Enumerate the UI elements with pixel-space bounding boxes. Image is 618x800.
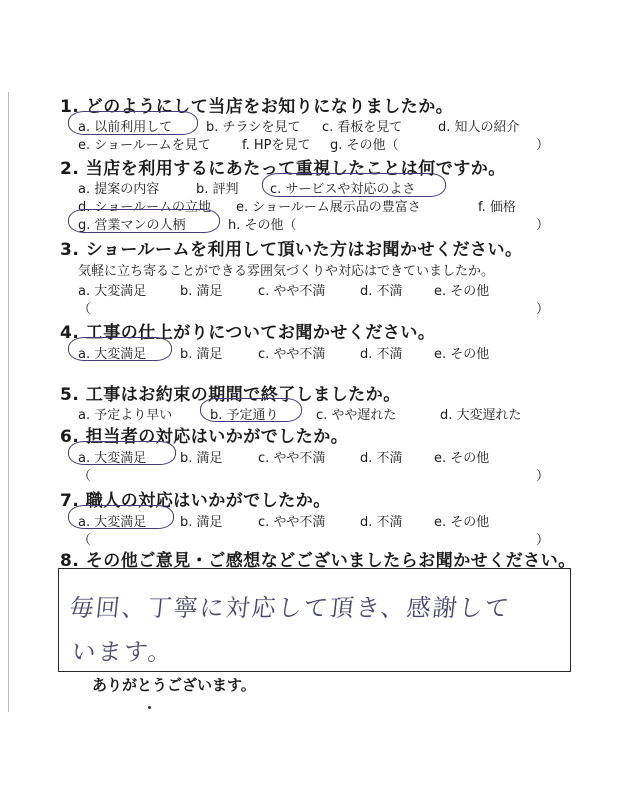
page-edge-line — [8, 92, 9, 712]
q4-option-b[interactable]: b. 満足 — [180, 347, 223, 362]
q4-option-e[interactable]: e. その他 — [434, 347, 490, 362]
question-7-heading: 7. 職人の対応はいかがでしたか。 — [60, 491, 331, 511]
q4-option-d[interactable]: d. 不満 — [360, 347, 403, 362]
q2-selected-circle-c — [262, 173, 446, 197]
q2-option-b[interactable]: b. 評判 — [196, 182, 239, 197]
q5-option-a[interactable]: a. 予定より早い — [78, 408, 173, 423]
q2-option-h[interactable]: h. その他（ — [228, 218, 297, 233]
q4-option-c[interactable]: c. やや不満 — [258, 347, 326, 362]
q6-option-d[interactable]: d. 不満 — [360, 451, 403, 466]
question-1-heading: 1. どのようにして当店をお知りになりましたか。 — [60, 97, 454, 117]
q3-option-c[interactable]: c. やや不満 — [258, 284, 326, 299]
q2-selected-circle-g — [68, 209, 220, 233]
q3-paren-open: （ — [78, 302, 92, 317]
q7-option-c[interactable]: c. やや不満 — [258, 515, 326, 530]
q4-option-a[interactable]: a. 大変満足 — [78, 347, 147, 362]
q2-option-c[interactable]: c. サービスや対応のよさ — [270, 182, 416, 197]
q6-option-b[interactable]: b. 満足 — [180, 451, 223, 466]
q2-paren-close: ） — [536, 218, 550, 233]
q3-option-b[interactable]: b. 満足 — [180, 284, 223, 299]
q5-option-b[interactable]: b. 予定通り — [210, 408, 279, 423]
q2-option-f[interactable]: f. 価格 — [478, 200, 516, 215]
question-5-heading: 5. 工事はお約束の期間で終了しましたか。 — [60, 385, 401, 405]
q7-selected-circle — [68, 505, 174, 529]
q6-paren-close: ） — [536, 469, 550, 484]
q6-option-c[interactable]: c. やや不満 — [258, 451, 326, 466]
question-4-heading: 4. 工事の仕上がりについてお聞かせください。 — [60, 323, 436, 343]
q1-option-c[interactable]: c. 看板を見て — [322, 120, 403, 135]
q2-option-e[interactable]: e. ショールーム展示品の豊富さ — [236, 200, 421, 215]
question-2-heading: 2. 当店を利用するにあたって重視したことは何ですか。 — [60, 159, 506, 179]
q2-option-d[interactable]: d. ショールームの立地 — [78, 200, 211, 215]
q7-option-b[interactable]: b. 満足 — [180, 515, 223, 530]
q1-selected-circle — [68, 111, 198, 135]
q2-option-a[interactable]: a. 提案の内容 — [78, 182, 160, 197]
q6-selected-circle — [68, 441, 176, 465]
q5-option-d[interactable]: d. 大変遅れた — [440, 408, 522, 423]
q3-paren-close: ） — [536, 302, 550, 317]
question-3-heading: 3. ショールームを利用して頂いた方はお聞かせください。 — [60, 240, 523, 260]
q3-option-a[interactable]: a. 大変満足 — [78, 284, 147, 299]
q3-option-d[interactable]: d. 不満 — [360, 284, 403, 299]
q1-option-a[interactable]: a. 以前利用して — [78, 120, 173, 135]
q6-option-a[interactable]: a. 大変満足 — [78, 451, 147, 466]
question-6-heading: 6. 担当者の対応はいかがでしたか。 — [60, 427, 349, 447]
stray-dot — [148, 706, 151, 709]
closing-thanks: ありがとうございます。 — [92, 676, 256, 694]
q1-option-d[interactable]: d. 知人の紹介 — [438, 120, 520, 135]
handwritten-comment-line2: います。 — [70, 638, 176, 666]
q7-option-a[interactable]: a. 大変満足 — [78, 515, 147, 530]
q5-option-c[interactable]: c. やや遅れた — [316, 408, 397, 423]
q5-selected-circle — [200, 398, 302, 422]
q1-option-g[interactable]: g. その他（ — [330, 138, 399, 153]
q1-option-e[interactable]: e. ショールームを見て — [78, 138, 211, 153]
q7-paren-open: （ — [78, 533, 92, 548]
q2-option-g[interactable]: g. 営業マンの人柄 — [78, 218, 186, 233]
q6-option-e[interactable]: e. その他 — [434, 451, 490, 466]
q1-option-b[interactable]: b. チラシを見て — [206, 120, 301, 135]
q7-option-d[interactable]: d. 不満 — [360, 515, 403, 530]
q4-selected-circle — [68, 337, 172, 361]
q6-paren-open: （ — [78, 469, 92, 484]
q7-paren-close: ） — [536, 533, 550, 548]
handwritten-comment-line1: 毎回、丁寧に対応して頂き、感謝して — [68, 594, 513, 622]
q7-option-e[interactable]: e. その他 — [434, 515, 490, 530]
q3-subtext: 気軽に立ち寄ることができる雰囲気づくりや対応はできていましたか。 — [78, 264, 495, 279]
q3-option-e[interactable]: e. その他 — [434, 284, 490, 299]
question-8-heading: 8. その他ご意見・ご感想などございましたらお聞かせください。 — [60, 551, 576, 571]
q1-option-f[interactable]: f. HPを見て — [242, 138, 311, 153]
q1-paren-close: ） — [536, 138, 550, 153]
